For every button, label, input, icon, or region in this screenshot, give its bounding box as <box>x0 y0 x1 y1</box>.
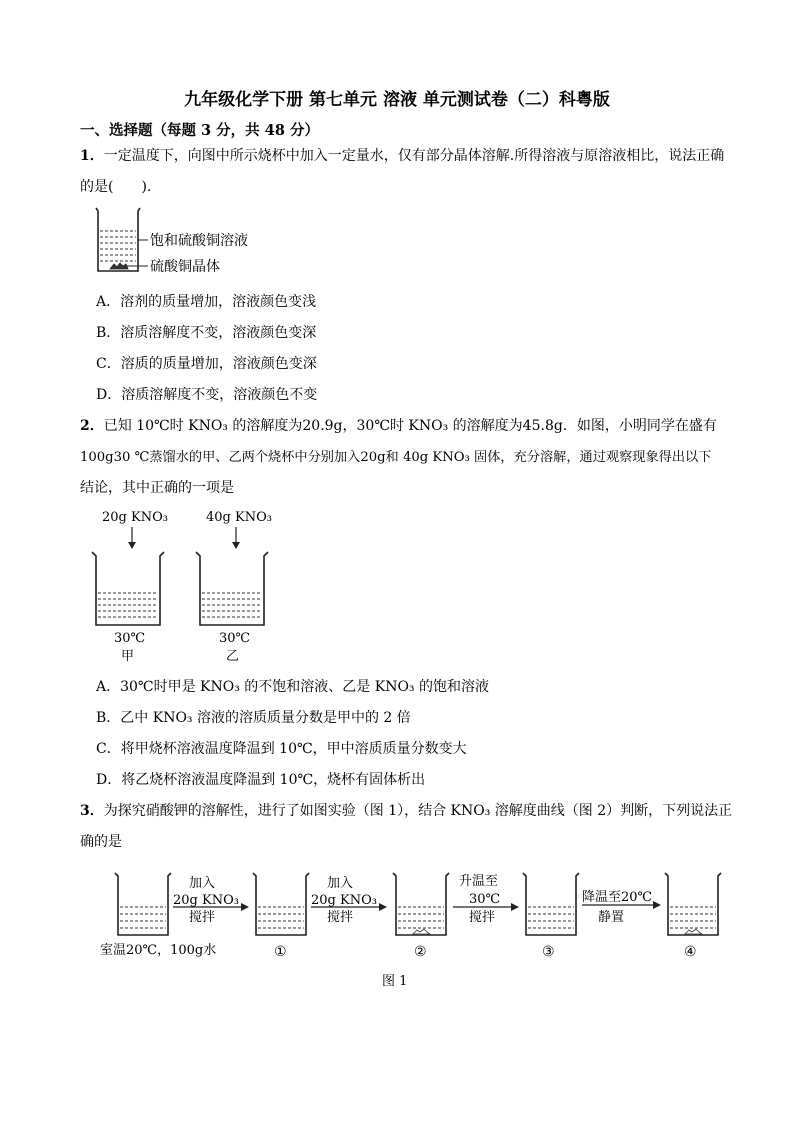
q2-left-temp: 30℃ <box>114 631 146 646</box>
q2-stem-line1 <box>80 415 717 435</box>
q3-step4-bottom: 静置 <box>598 910 625 925</box>
q2-option-d[interactable]: D．将乙烧杯溶液温度降温到 10℃，烧杯有固体析出 <box>96 772 426 788</box>
q3-step2-top: 加入 <box>327 876 354 891</box>
q2-stem-line3: 结论，其中正确的一项是 <box>80 480 234 496</box>
q1-option-c[interactable]: C．溶质的质量增加，溶液颜色变深 <box>96 356 317 372</box>
q3-beaker2-label: ② <box>414 944 427 960</box>
q2-right-name: 乙 <box>226 649 240 664</box>
q3-stem-line1 <box>80 800 732 820</box>
q3-stem-text: 为探究硝酸钾的溶解性，进行了如图实验（图 1），结合 KNO₃ 溶解度曲线（图 2）判断，下列说法正 <box>103 803 733 819</box>
q2-right-temp: 30℃ <box>219 631 251 646</box>
q3-step2-mid: 20g KNO₃ <box>311 893 377 908</box>
q2-stem-line2: 100g30 ℃蒸馏水的甲、乙两个烧杯中分别加入20g和 40g KNO₃ 固体，充分溶解，通过观察现象得出以下 <box>80 450 712 465</box>
q1-label-solution: 饱和硫酸铜溶液 <box>150 233 248 249</box>
q1-option-b[interactable]: B．溶质溶解度不变，溶液颜色变深 <box>96 325 317 341</box>
q2-stem-text: 已知 10℃时 KNO₃ 的溶解度为20.9g，30℃时 KNO₃ 的溶解度为45.8g．如图，小明同学在盛有 <box>103 418 717 434</box>
q3-step1-mid: 20g KNO₃ <box>173 893 239 908</box>
q3-beaker3-label: ③ <box>542 944 555 960</box>
section-heading: 一、选择题（每题 3 分，共 48 分） <box>80 122 319 139</box>
q3-step1-top: 加入 <box>189 876 216 891</box>
q3-experiment-figure <box>95 865 725 995</box>
q1-label-crystal: 硫酸铜晶体 <box>150 259 220 275</box>
q3-figure-caption: 图 1 <box>382 974 408 989</box>
q1-stem-line2: 的是( ). <box>80 179 152 195</box>
q3-step1-bottom: 搅拌 <box>189 910 216 925</box>
q3-stem-line2: 确的是 <box>80 834 122 850</box>
q3-step4-top: 降温至20℃ <box>582 890 653 905</box>
q3-step3-top: 升温至 <box>459 874 499 889</box>
q2-option-a[interactable]: A．30℃时甲是 KNO₃ 的不饱和溶液、乙是 KNO₃ 的饱和溶液 <box>96 679 489 695</box>
q1-option-a[interactable]: A．溶剂的质量增加，溶液颜色变浅 <box>96 294 317 310</box>
q3-step2-bottom: 搅拌 <box>327 910 354 925</box>
q2-number: 2． <box>80 418 104 434</box>
q3-step3-bottom: 搅拌 <box>469 910 496 925</box>
q2-left-add-label: 20g KNO₃ <box>102 510 168 525</box>
q3-beaker4-label: ④ <box>684 944 697 960</box>
q2-left-name: 甲 <box>121 649 135 664</box>
q3-number: 3． <box>80 803 104 819</box>
q3-step3-mid: 30℃ <box>469 892 501 907</box>
paper-title: 九年级化学下册 第七单元 溶液 单元测试卷（二）科粤版 <box>184 90 610 110</box>
q1-option-d[interactable]: D．溶质溶解度不变，溶液颜色不变 <box>96 387 318 403</box>
q2-beakers-figure <box>88 505 288 665</box>
q2-option-c[interactable]: C．将甲烧杯溶液温度降温到 10℃，甲中溶质质量分数变大 <box>96 741 467 757</box>
q3-start-label: 室温20℃，100g水 <box>100 943 217 958</box>
q2-right-add-label: 40g KNO₃ <box>206 510 272 525</box>
q1-stem-text: 一定温度下，向图中所示烧杯中加入一定量水，仅有部分晶体溶解.所得溶液与原溶液相比，说法正确 <box>103 148 725 164</box>
q1-stem-line1 <box>80 145 724 165</box>
q2-option-b[interactable]: B．乙中 KNO₃ 溶液的溶质质量分数是甲中的 2 倍 <box>96 710 411 726</box>
q1-number: 1． <box>80 148 104 164</box>
q3-beaker1-label: ① <box>274 944 287 960</box>
q1-beaker-figure <box>90 205 260 280</box>
